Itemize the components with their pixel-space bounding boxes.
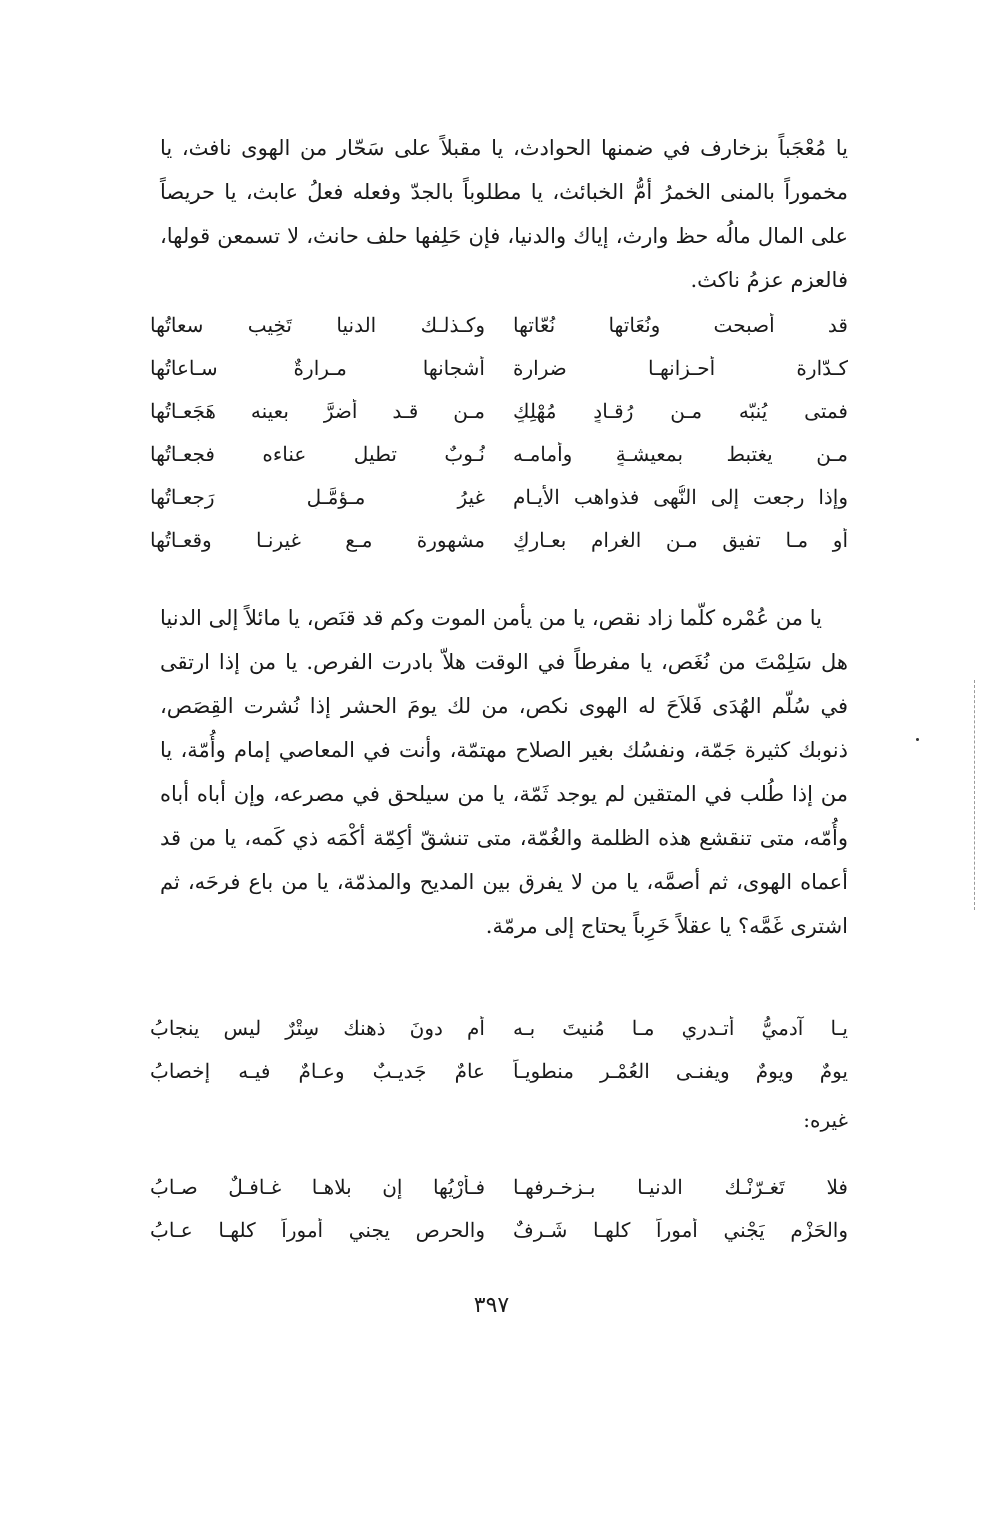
verse-line bbox=[150, 1175, 848, 1218]
attribution-label: غيره: bbox=[803, 1108, 848, 1132]
verse-right-hemistich: يومٌ ويومٌ ويفنـى العُمْـر منطويـاً bbox=[513, 1059, 848, 1083]
verse-left-hemistich: نُـوبٌ تطيل عناءه فجعـاتُها bbox=[150, 442, 485, 466]
verse-right-hemistich: وإذا رجعت إلى النُّهى فذواهب الأيـام bbox=[513, 485, 848, 509]
verse-left-hemistich: أشجانها مـرارةٌ سـاعاتُها bbox=[150, 356, 485, 380]
margin-scan-line bbox=[974, 680, 976, 910]
verse-line bbox=[150, 1016, 848, 1059]
poem-1 bbox=[150, 313, 848, 571]
verse-right-hemistich: مـن يغتبط بمعيشـةٍ وأمامـه bbox=[513, 442, 848, 466]
verse-right-hemistich: يـا آدميُّ أتـدري مـا مُنيتَ بـه bbox=[513, 1016, 848, 1040]
margin-dot bbox=[916, 738, 919, 741]
verse-right-hemistich: كـدّارة أحـزانهـا ضرارة bbox=[513, 356, 848, 380]
verse-line bbox=[150, 485, 848, 528]
verse-left-hemistich: مـن قـد أضرَّ بعينه هَجَعـاتُها bbox=[150, 399, 485, 423]
verse-line bbox=[150, 313, 848, 356]
verse-line bbox=[150, 1059, 848, 1102]
verse-left-hemistich: أم دونَ ذهنك سِتْرٌ ليس ينجابُ bbox=[150, 1016, 485, 1040]
verse-left-hemistich: غيرُ مـؤمَّـلٍ رَجعـاتُها bbox=[150, 485, 485, 509]
verse-line bbox=[150, 1218, 848, 1261]
poem-3 bbox=[150, 1175, 848, 1261]
prose-paragraph-2 bbox=[160, 596, 848, 948]
verse-line bbox=[150, 399, 848, 442]
prose-paragraph-1 bbox=[160, 126, 848, 302]
verse-left-hemistich: فـأرْيُها إن بلاهـا غـافـلٌ صـابُ bbox=[150, 1175, 485, 1199]
verse-line bbox=[150, 528, 848, 571]
verse-right-hemistich: أو مـا تفيق مـن الغرام بعـاركٍ bbox=[513, 528, 848, 552]
verse-left-hemistich: وكـذلـك الدنيا تَخِيب سعاتُها bbox=[150, 313, 485, 337]
verse-right-hemistich: والحَزْم يَجْني أموراً كلهـا شَـرفٌ bbox=[513, 1218, 848, 1242]
verse-right-hemistich: فمتى يُنبّه مـن رُقـادٍ مُهْلِكٍ bbox=[513, 399, 848, 423]
verse-left-hemistich: والحرص يجني أموراً كلهـا عـابُ bbox=[150, 1218, 485, 1242]
prose-text-2: يا من عُمْره كلّما زاد نقص، يا من يأمن الموت وكم قد قنَص، يا مائلاً إلى الدنيا هل سَلِمْتَ من نُغَص، يا مفرطاً في الوقت هلاّ بادرت الفرص. يا من إذا ارتقى في سُلّم الهُدَى فَلاَحَ له الهوى نكص، من لك يومَ الحشر إذا نُشرت القِصَص، ذنوبك كثيرة جَمّة، ونفسُك بغير الصلاح مهتمّة، وأنت في المعاصي إمام وأُمّة، يا من إذا طُلب في المتقين لم يوجد ثَمّة، يا من سيلحق في مصرعه، وإن أباه أباه وأُمّه، متى تنقشع هذه الظلمة والغُمّة، متى تنشقّ أكِمّة أكْمَه ذي كَمه، يا من قد أعماه الهوى، ثم أصمَّه، يا من لا يفرق بين المديح والمذمّة، يا من باع فرحَه، ثم اشترى غَمَّه؟ يا عقلاً خَرِباً يحتاج إلى مرمّة. bbox=[160, 606, 848, 938]
prose-text-1: يا مُعْجَباً بزخارف في ضمنها الحوادث، يا مقبلاً على سَحّار من الهوى نافث، يا مخموراً بالمنى الخمرُ أمُّ الخبائث، يا مطلوباً بالجدّ وفعله فعلُ عابث، يا حريصاً على المال مالُه حظ وارث، إياك والدنيا، فإن حَلِفها حلف حانث، لا تسمعن قولها، فالعزم عزمُ ناكث. bbox=[160, 136, 848, 292]
poem-2 bbox=[150, 1016, 848, 1102]
verse-line bbox=[150, 442, 848, 485]
verse-left-hemistich: مشهورة مـع غيرنـا وقعـاتُها bbox=[150, 528, 485, 552]
verse-right-hemistich: فلا تَغـرّنْـك الدنيـا بـزخـرفهـا bbox=[513, 1175, 848, 1199]
verse-left-hemistich: عامٌ جَديـبٌ وعـامٌ فيـه إخصابُ bbox=[150, 1059, 485, 1083]
verse-right-hemistich: قد أصبحت ونُعَاتها نُعّاتها bbox=[513, 313, 848, 337]
verse-line bbox=[150, 356, 848, 399]
page-number: ٣٩٧ bbox=[473, 1293, 510, 1318]
